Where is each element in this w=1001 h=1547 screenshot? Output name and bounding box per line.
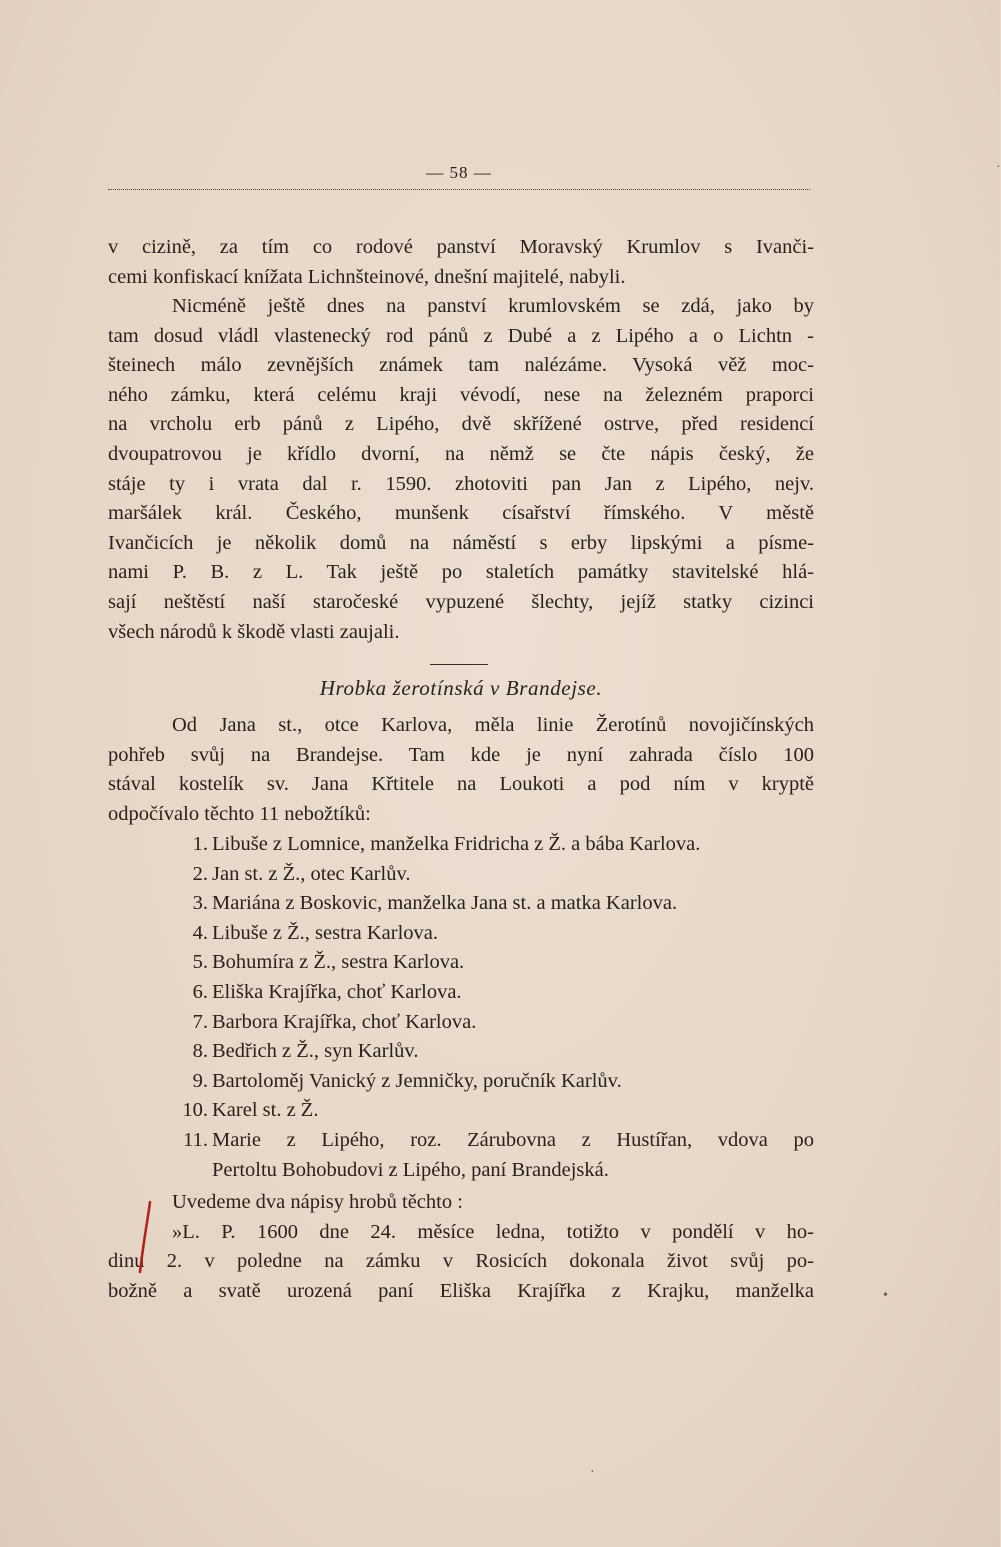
text-line: tam dosud vládl vlastenecký rod pánů z Dubé a z Lipého a o Lichtn -: [108, 324, 814, 347]
list-text: Libuše z Lomnice, manželka Fridricha z Ž. a bába Karlova.: [212, 833, 701, 855]
text-line: »L. P. 1600 dne 24. měsíce ledna, totižto v pondělí v ho-: [172, 1220, 814, 1243]
list-text: Barbora Krajířka, choť Karlova.: [212, 1010, 477, 1033]
text-line: ného zámku, která celému kraji vévodí, nese na železném praporci: [108, 383, 814, 406]
list-number: 8.: [192, 1040, 208, 1063]
header-dotted-rule: [108, 189, 810, 190]
list-item: [108, 948, 814, 978]
list-item: [108, 978, 814, 1008]
list-text: Bartoloměj Vanický z Jemničky, poručník Karlův.: [212, 1069, 622, 1092]
list-item: [108, 1008, 814, 1038]
list-number: 9.: [192, 1069, 208, 1092]
text-line: na vrcholu erb pánů z Lipého, dvě skřížené ostrve, před residencí: [108, 413, 814, 436]
list-text: Libuše z Ž., sestra Karlova.: [212, 921, 438, 944]
section-separator: [430, 664, 488, 665]
list-number: 1.: [192, 833, 208, 855]
list-text: Eliška Krajířka, choť Karlova.: [212, 980, 462, 1003]
paragraph-3: [108, 711, 814, 829]
list-item: [108, 830, 814, 860]
list-text: Marie z Lipého, roz. Zárubovna z Hustířan, vdova po: [212, 1128, 814, 1151]
text-line: pohřeb svůj na Brandejse. Tam kde je nyní zahrada číslo 100: [108, 743, 814, 766]
text-line: odpočívalo těchto 11 nebožtíků:: [108, 802, 371, 825]
section-title: Hrobka žerotínská v Brandejse.: [319, 676, 603, 700]
text-line: maršálek král. Českého, munšenk císařství římského. V městě: [108, 502, 814, 525]
text-line: dvoupatrovou je křídlo dvorní, na němž se čte nápis český, že: [108, 442, 814, 465]
list-item: [108, 1126, 814, 1156]
list-item: [108, 889, 814, 919]
handwritten-mark: [128, 1198, 168, 1278]
list-text: Jan st. z Ž., otec Karlův.: [212, 862, 411, 885]
text-line: šteinech málo zevnějších známek tam nalézáme. Vysoká věž moc-: [108, 354, 814, 377]
list-text: Mariána z Boskovic, manželka Jana st. a matka Karlova.: [212, 892, 678, 915]
list-text: Bohumíra z Ž., sestra Karlova.: [212, 951, 465, 974]
burial-list: [108, 830, 814, 1185]
text-line: Ivančicích je několik domů na náměstí s erby lipskými a písme-: [108, 531, 814, 554]
paragraph-1: [108, 233, 814, 292]
list-item: [108, 1037, 814, 1067]
list-number: 2.: [192, 862, 208, 885]
text-line: sají neštěstí naší staročeské vypuzené šlechty, jejíž statky cizinci: [108, 590, 814, 613]
list-item: [108, 1096, 814, 1126]
text-line: dinu 2. v poledne na zámku v Rosicích dokonala život svůj po-: [108, 1250, 814, 1273]
list-number: 5.: [192, 951, 208, 974]
list-item: [108, 919, 814, 949]
list-number: 4.: [192, 921, 208, 944]
text-line: božně a svatě urozená paní Eliška Krajířka z Krajku, manželka: [108, 1279, 814, 1302]
list-number: 3.: [192, 892, 208, 915]
page-header: [108, 163, 810, 197]
text-line: Od Jana st., otce Karlova, měla linie Žerotínů novojičínských: [172, 714, 814, 736]
text-line: v cizině, za tím co rodové panství Moravský Krumlov s Ivanči-: [108, 236, 814, 258]
page-number: — 58 —: [426, 163, 492, 182]
list-text: Bedřich z Ž., syn Karlův.: [212, 1040, 419, 1063]
page-speck: •: [883, 1288, 888, 1303]
list-text: Pertoltu Bohobudovi z Lipého, paní Brandejská.: [212, 1158, 609, 1181]
text-line: Nicméně ještě dnes na panství krumlovském se zdá, jako by: [172, 295, 814, 317]
text-line: cemi konfiskací knížata Lichnšteinové, dnešní majitelé, nabyli.: [108, 265, 626, 288]
list-item: [108, 1067, 814, 1097]
list-item: [108, 860, 814, 890]
list-number: 6.: [192, 980, 208, 1003]
text-line: stával kostelík sv. Jana Křtitele na Loukoti a pod ním v kryptě: [108, 773, 814, 796]
list-item-continuation: [108, 1156, 814, 1186]
page-speck: ·: [590, 1465, 595, 1480]
list-number: 7.: [192, 1010, 208, 1033]
paragraph-2: [108, 292, 814, 647]
text-line: Uvedeme dva nápisy hrobů těchto :: [172, 1191, 463, 1213]
text-line: nami P. B. z L. Tak ještě po staletích památky stavitelské hlá-: [108, 561, 814, 584]
paragraph-4: [108, 1188, 814, 1306]
text-line: všech národů k škodě vlasti zaujali.: [108, 620, 400, 643]
list-text: Karel st. z Ž.: [212, 1099, 319, 1122]
page-speck: ·: [996, 160, 1001, 175]
text-line: stáje ty i vrata dal r. 1590. zhotoviti pan Jan z Lipého, nejv.: [108, 472, 814, 495]
list-number: 11.: [183, 1128, 208, 1151]
list-number: 10.: [182, 1099, 208, 1122]
